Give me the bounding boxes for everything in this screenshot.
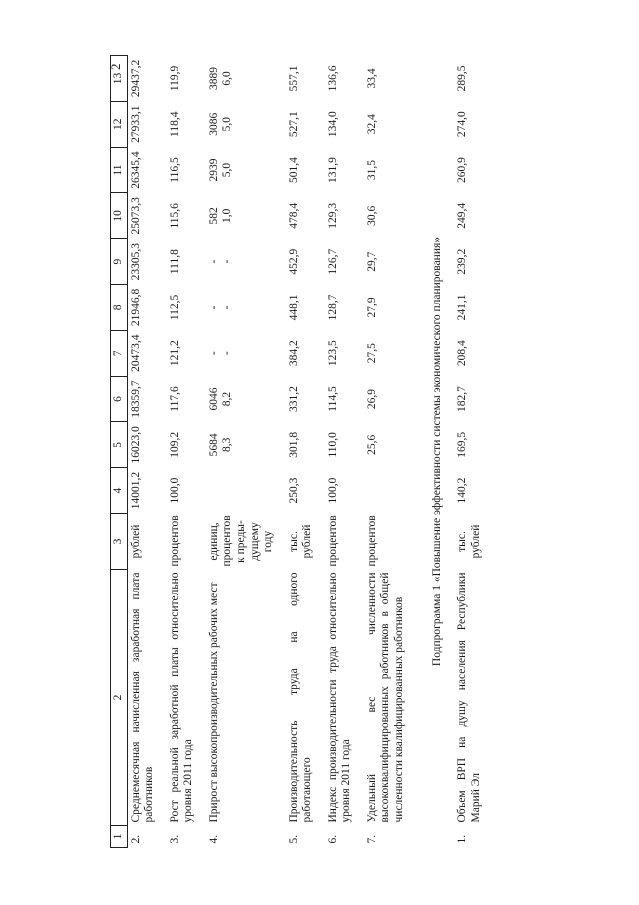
value-cell: 134,0 [326, 111, 339, 138]
header-cell: 7 [111, 330, 128, 376]
indicator-name-cell: Прирост высокопроизводительных рабочих мест [207, 582, 220, 823]
value-line: 8,2 [221, 391, 234, 407]
row-spacer [317, 56, 325, 848]
value-cell: 116,5 [168, 157, 181, 183]
table-row [206, 56, 278, 848]
value-cell [206, 330, 278, 376]
value-line: 2939 [207, 158, 220, 182]
unit-cell: процентов [365, 515, 378, 567]
table-row [454, 56, 485, 848]
value-line: 3086 [207, 112, 220, 136]
value-cell: 29,7 [365, 251, 378, 272]
header-cell: 4 [111, 468, 128, 514]
header-cell: 13 [111, 56, 128, 102]
header-cell: 5 [111, 422, 128, 468]
row-spacer [278, 56, 286, 848]
value-cell: 274,0 [456, 111, 469, 138]
value-cell: 129,3 [326, 202, 339, 229]
value-line: - [207, 259, 220, 264]
value-cell: 111,8 [168, 249, 181, 275]
indicators-table [110, 55, 485, 848]
header-cell: 6 [111, 376, 128, 422]
value-cell: 25073,3 [129, 197, 142, 235]
rotated-table-container [110, 56, 540, 848]
value-cell [206, 285, 278, 331]
unit-cell: тыс. рублей [287, 524, 314, 559]
row-number-cell: 6. [326, 834, 339, 844]
row-number-cell: 5. [287, 834, 300, 844]
value-cell: 32,4 [365, 114, 378, 135]
page-number: 2 [108, 63, 123, 70]
value-cell: 239,2 [456, 248, 469, 275]
value-cell: 249,4 [456, 202, 469, 229]
row-number-cell: 7. [365, 834, 378, 844]
value-line: 3889 [207, 66, 220, 90]
value-cell [206, 193, 278, 239]
subprogram-title: Подпрограмма 1 «Повышение эффективности системы экономического планирования» [430, 236, 443, 667]
value-cell: 448,1 [287, 294, 300, 321]
value-cell [206, 468, 278, 514]
value-cell: 21946,8 [129, 288, 142, 327]
value-cell: 109,2 [168, 431, 181, 458]
value-cell: 110,0 [326, 432, 339, 458]
value-cell: 140,2 [456, 477, 469, 504]
value-cell: 115,6 [168, 203, 181, 229]
value-cell: 478,4 [287, 202, 300, 229]
table-row [364, 56, 409, 848]
value-cell: 23305,3 [129, 242, 142, 281]
value-cell: 25,6 [365, 434, 378, 455]
header-cell: 1 [111, 826, 128, 848]
value-cell: 118,4 [168, 111, 181, 137]
header-cell: 2 [111, 570, 128, 826]
value-cell: 128,7 [326, 294, 339, 321]
value-cell [206, 101, 278, 147]
indicator-name-cell: Индекс производительности труда относительно уровня 2011 года [326, 572, 353, 823]
header-cell: 9 [111, 239, 128, 285]
header-cell: 10 [111, 193, 128, 239]
header-cell: 3 [111, 514, 128, 570]
value-line: 5684 [207, 433, 220, 457]
row-number-cell: 2. [129, 834, 142, 844]
row-number-cell: 4. [207, 834, 220, 844]
value-line: 8,3 [221, 437, 234, 452]
value-line: - [207, 305, 220, 310]
value-line: 5,0 [221, 117, 234, 132]
value-cell: 384,2 [287, 340, 300, 367]
table-row [127, 56, 159, 848]
spacer-cell [356, 56, 364, 848]
value-cell: 27,9 [365, 297, 378, 318]
row-spacer [356, 56, 364, 848]
row-spacer [159, 56, 167, 848]
header-cell: 12 [111, 101, 128, 147]
value-cell: 289,5 [456, 65, 469, 92]
spacer-cell [198, 56, 206, 848]
value-cell: 136,6 [326, 65, 339, 92]
table-row [167, 56, 198, 848]
table-header-row [111, 56, 128, 848]
value-cell: 121,2 [168, 340, 181, 367]
value-line: 5,0 [221, 162, 234, 178]
value-line: 6046 [207, 387, 220, 411]
value-cell: 501,4 [287, 157, 300, 183]
unit-cell: единиц, процентов к преды-дущему году [207, 515, 275, 567]
value-line: 6,0 [221, 71, 234, 86]
value-cell: 27,5 [365, 343, 378, 364]
unit-cell: процентов [326, 515, 339, 567]
value-line: - [221, 305, 234, 310]
spacer-cell [317, 56, 325, 848]
value-cell: 182,7 [456, 386, 469, 412]
value-line: - [207, 351, 220, 356]
header-cell: 11 [111, 147, 128, 193]
value-line: - [221, 351, 234, 356]
value-cell: 26,9 [365, 388, 378, 410]
value-cell [206, 56, 278, 102]
row-spacer [409, 56, 417, 848]
value-cell [206, 422, 278, 468]
value-cell: 27933,1 [129, 105, 142, 143]
value-cell: 33,4 [365, 68, 378, 89]
indicator-name-cell: Удельный вес численности высококвалифицированных работников в общей численности квалифицированных работников [365, 572, 405, 823]
value-cell: 114,5 [326, 386, 339, 412]
spacer-cell [409, 56, 417, 848]
indicator-name-cell: Объем ВРП на душу населения Республики Марий Эл [456, 572, 482, 823]
unit-cell: тыс. рублей [456, 524, 482, 559]
value-cell: 112,5 [168, 294, 181, 321]
row-spacer [198, 56, 206, 848]
row-number-cell: 1. [456, 834, 469, 844]
spacer-cell [278, 56, 286, 848]
subprogram-title-row [417, 56, 455, 848]
value-cell: 131,9 [326, 157, 339, 183]
value-cell: 100,0 [326, 477, 339, 504]
value-cell: 29437,2 [129, 59, 142, 98]
row-number-cell: 3. [168, 834, 181, 844]
value-cell [206, 147, 278, 193]
indicator-name-cell: Производительность труда на одного работающего [287, 572, 314, 823]
indicator-name-cell: Рост реальной заработной платы относительно уровня 2011 года [168, 572, 195, 823]
value-cell: 20473,4 [129, 334, 142, 372]
value-cell: 241,1 [456, 294, 469, 321]
value-cell: 452,9 [287, 248, 300, 275]
value-cell: 119,9 [168, 65, 181, 92]
value-line: - [221, 259, 234, 264]
value-cell: 26345,4 [129, 151, 142, 189]
value-cell: 331,2 [287, 386, 300, 412]
value-cell: 250,3 [287, 477, 300, 504]
value-cell: 260,9 [456, 157, 469, 183]
unit-cell: процентов [168, 515, 181, 567]
value-cell: 126,7 [326, 248, 339, 275]
value-cell: 527,1 [287, 111, 300, 138]
header-cell: 8 [111, 285, 128, 331]
value-cell: 18359,7 [129, 380, 142, 418]
value-cell [206, 376, 278, 422]
unit-cell: рублей [129, 524, 142, 559]
value-cell: 123,5 [326, 340, 339, 367]
value-cell [206, 239, 278, 285]
value-cell: 31,5 [365, 159, 378, 181]
value-cell: 301,8 [287, 431, 300, 458]
value-cell [364, 468, 409, 514]
value-cell: 30,6 [365, 205, 378, 226]
table-row [325, 56, 356, 848]
value-cell: 208,4 [456, 340, 469, 367]
spacer-cell [159, 56, 167, 848]
value-cell: 169,5 [456, 431, 469, 458]
table-row [286, 56, 317, 848]
value-cell: 100,0 [168, 477, 181, 504]
value-cell: 14001,2 [129, 471, 142, 510]
value-line: 1,0 [221, 208, 234, 224]
value-cell: 557,1 [287, 65, 300, 92]
value-cell: 117,6 [168, 386, 181, 412]
value-cell: 16023,0 [129, 426, 142, 464]
indicator-name-cell: Среднемесячная начисленная заработная плата работников [129, 572, 156, 823]
value-line: 582 [207, 207, 220, 225]
